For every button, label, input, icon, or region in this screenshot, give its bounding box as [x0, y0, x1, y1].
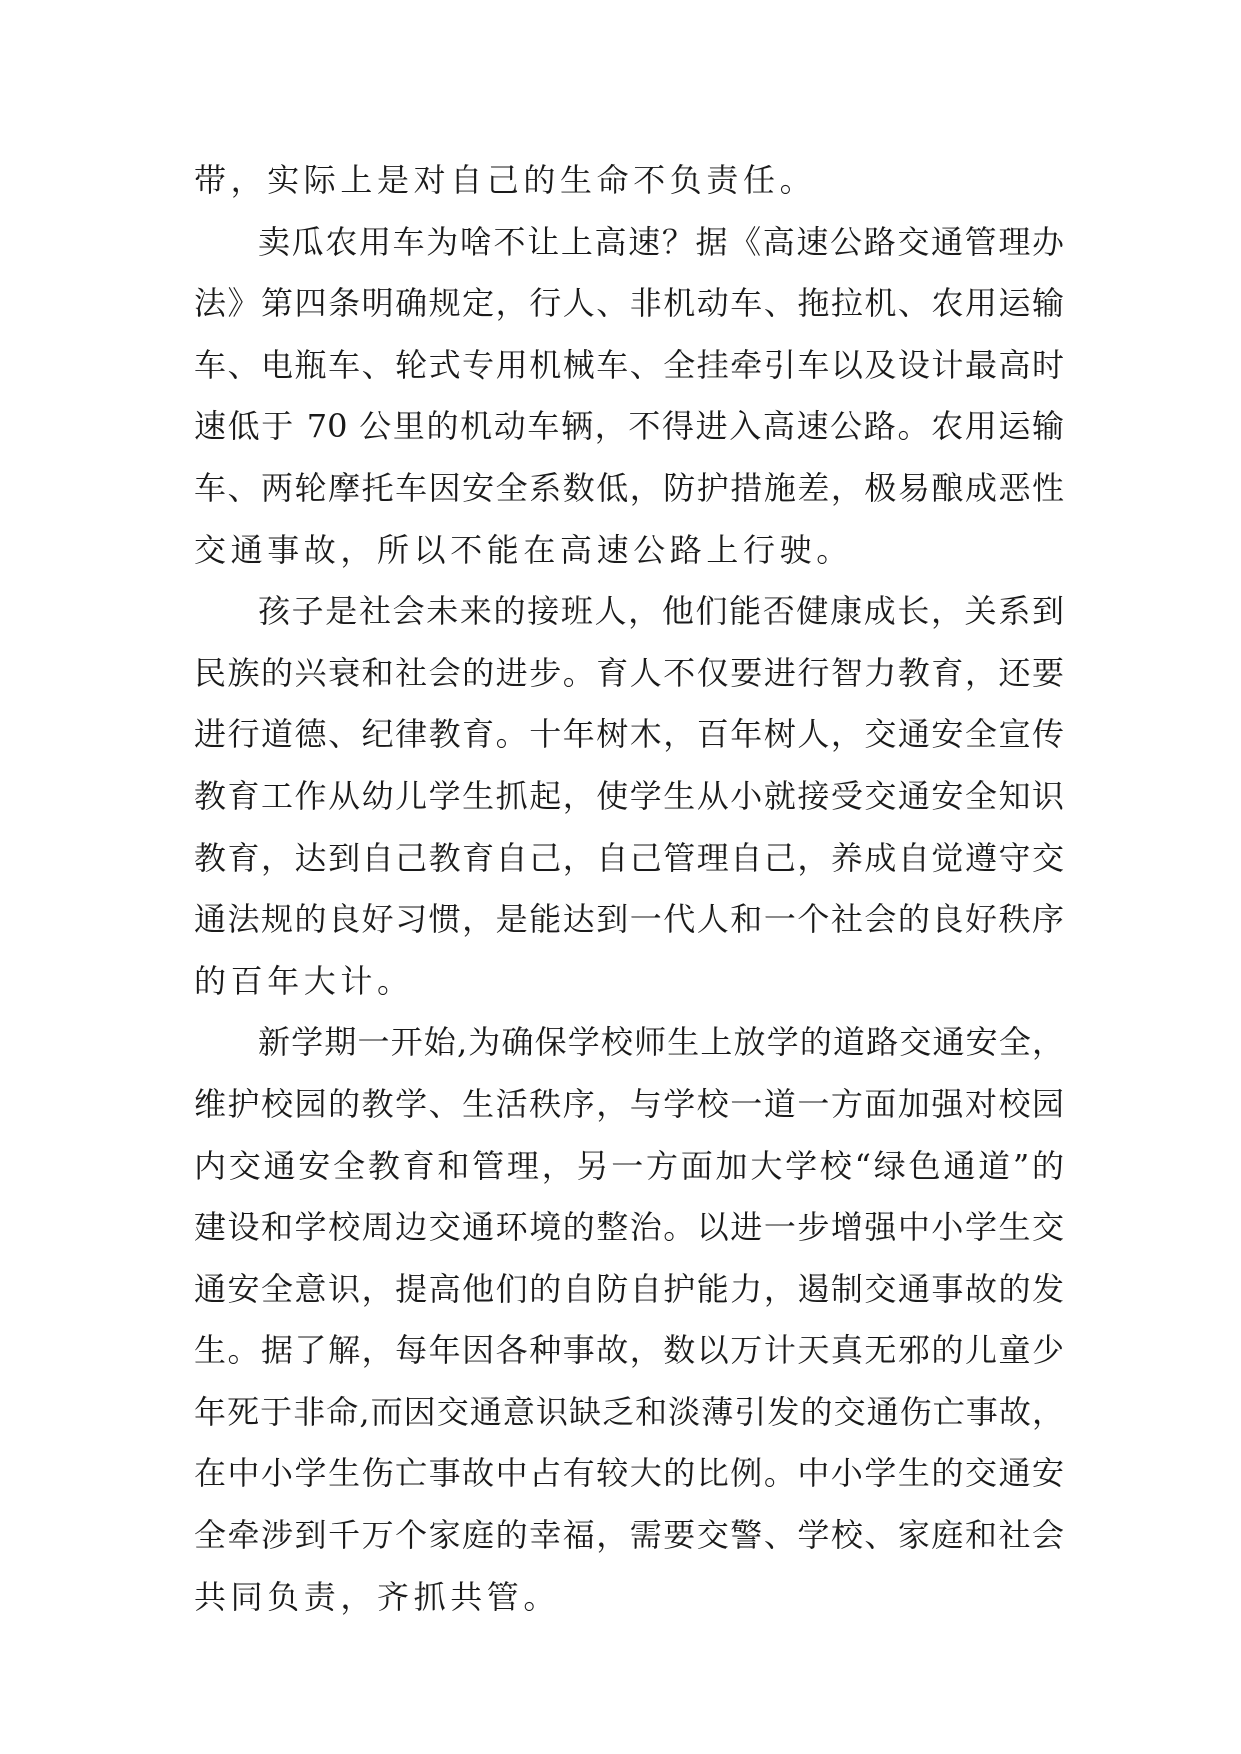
paragraph-line: 内交通安全教育和管理，另一方面加大学校“绿色通道”的	[194, 1146, 1064, 1185]
paragraph-line: 生。据了解，每年因各种事故，数以万计天真无邪的儿童少	[194, 1331, 1064, 1370]
paragraph-line: 孩子是社会未来的接班人，他们能否健康成长，关系到	[258, 592, 1064, 631]
paragraph-line: 教育，达到自己教育自己，自己管理自己，养成自觉遵守交	[194, 838, 1064, 877]
paragraph-line: 进行道德、纪律教育。十年树木，百年树人，交通安全宣传	[194, 715, 1064, 754]
paragraph-3	[194, 581, 1064, 1012]
paragraph-4	[194, 1012, 1064, 1628]
paragraph-line: 卖瓜农用车为啥不让上高速？据《高速公路交通管理办	[258, 222, 1064, 261]
paragraph-line: 建设和学校周边交通环境的整治。以进一步增强中小学生交	[194, 1208, 1064, 1247]
paragraph-line: 法》第四条明确规定，行人、非机动车、拖拉机、农用运输	[194, 284, 1064, 323]
paragraph-line: 全牵涉到千万个家庭的幸福，需要交警、学校、家庭和社会	[194, 1516, 1064, 1555]
paragraph-2	[194, 212, 1064, 582]
paragraph-line: 新学期一开始,为确保学校师生上放学的道路交通安全，	[258, 1023, 1064, 1062]
paragraph-line: 的百年大计。	[194, 961, 414, 1000]
paragraph-line: 维护校园的教学、生活秩序，与学校一道一方面加强对校园	[194, 1084, 1064, 1123]
paragraph-line: 教育工作从幼儿学生抓起，使学生从小就接受交通安全知识	[194, 776, 1064, 815]
paragraph-line: 带，实际上是对自己的生命不负责任。	[194, 161, 817, 199]
document-body	[194, 150, 1064, 1628]
paragraph-line: 通安全意识，提高他们的自防自护能力，遏制交通事故的发	[194, 1269, 1064, 1308]
paragraph-line: 交通事故，所以不能在高速公路上行驶。	[194, 530, 853, 569]
paragraph-line: 民族的兴衰和社会的进步。育人不仅要进行智力教育，还要	[194, 653, 1064, 692]
paragraph-line: 车、两轮摩托车因安全系数低，防护措施差，极易酿成恶性	[194, 468, 1064, 507]
paragraph-line: 在中小学生伤亡事故中占有较大的比例。中小学生的交通安	[194, 1454, 1064, 1493]
paragraph-line: 速低于 70 公里的机动车辆，不得进入高速公路。农用运输	[194, 407, 1064, 446]
paragraph-line: 通法规的良好习惯，是能达到一代人和一个社会的良好秩序	[194, 900, 1064, 939]
paragraph-line: 年死于非命,而因交通意识缺乏和淡薄引发的交通伤亡事故，	[194, 1392, 1064, 1431]
paragraph-line: 车、电瓶车、轮式专用机械车、全挂牵引车以及设计最高时	[194, 345, 1064, 384]
paragraph-1	[194, 150, 1064, 212]
paragraph-line: 共同负责，齐抓共管。	[194, 1577, 561, 1616]
